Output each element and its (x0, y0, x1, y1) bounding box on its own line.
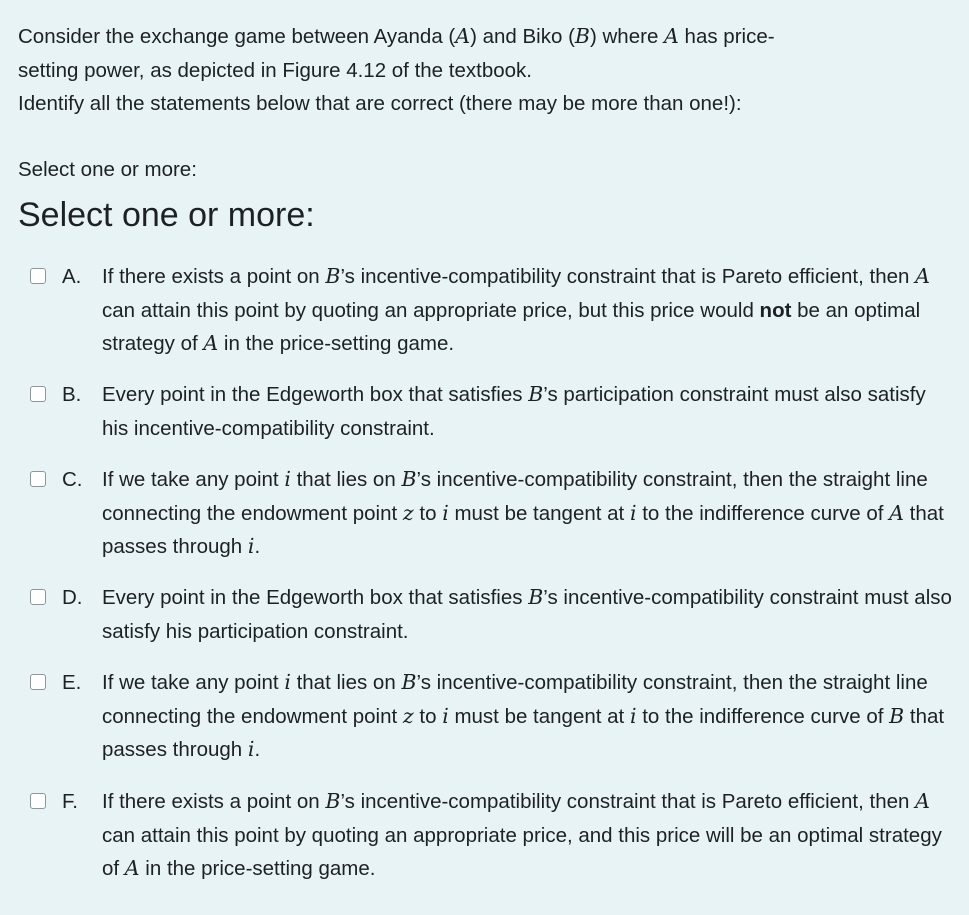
checkbox-d[interactable] (30, 589, 46, 605)
option-text: If we take any point i that lies on B’s incentive-compatibility constraint, then the straight line connecting the endowment point z to i must be tangent at i to the indifference curve of A that passes through i. (102, 467, 944, 558)
option-letter: E. (62, 671, 82, 694)
option-text: Every point in the Edgeworth box that satisfies B’s participation constraint must also satisfy his incentive-compatibility constraint. (102, 382, 926, 440)
question-text (18, 20, 958, 121)
option-letter: F. (62, 790, 78, 813)
math-A: A (664, 24, 679, 48)
option-text: If there exists a point on B’s incentive-compatibility constraint that is Pareto efficient, then A can attain this point by quoting an appropriate price, but this price would not be an optimal strategy of A in the price-setting game. (102, 264, 930, 355)
option-letter: A. (62, 265, 82, 288)
question-line-1: Consider the exchange game between Ayanda (A) and Biko (B) where A has price- (18, 24, 775, 48)
question-line-3: Identify all the statements below that are correct (there may be more than one!): (18, 92, 742, 115)
option-letter: D. (62, 586, 83, 609)
option-text: If we take any point i that lies on B’s incentive-compatibility constraint, then the straight line connecting the endowment point z to i must be tangent at i to the indifference curve of B that passes through i. (102, 670, 945, 761)
math-A: A (455, 24, 471, 48)
checkbox-b[interactable] (30, 386, 46, 402)
math-B: B (574, 24, 590, 48)
option-letter: C. (62, 468, 83, 491)
select-instruction-heading: Select one or more: (18, 196, 315, 234)
checkbox-a[interactable] (30, 268, 46, 284)
checkbox-c[interactable] (30, 471, 46, 487)
question-line-2: setting power, as depicted in Figure 4.12 of the textbook. (18, 58, 532, 82)
checkbox-e[interactable] (30, 674, 46, 690)
option-text: Every point in the Edgeworth box that satisfies B’s incentive-compatibility constraint must also satisfy his participation constraint. (102, 585, 952, 643)
select-instruction-small: Select one or more: (18, 158, 197, 181)
option-text: If there exists a point on B’s incentive-compatibility constraint that is Pareto efficient, then A can attain this point by quoting an appropriate price, and this price will be an optimal strategy of A in the price-setting game. (102, 789, 942, 880)
checkbox-f[interactable] (30, 793, 46, 809)
option-letter: B. (62, 383, 82, 406)
